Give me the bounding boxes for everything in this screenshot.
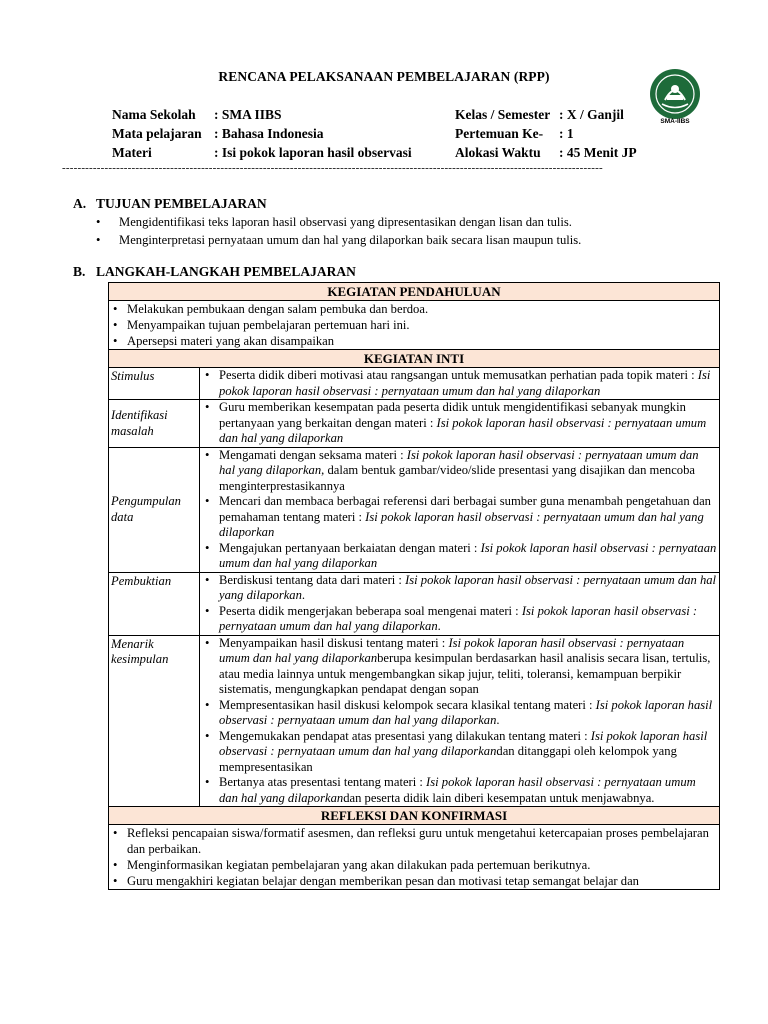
list-item: • Refleksi pencapaian siswa/formatif asesmen, dan refleksi guru untuk mengetahui ketercapaian proses pembelajaran dan perbaikan. (109, 825, 717, 857)
list-item: • Guru mengakhiri kegiatan belajar dengan memberikan pesan dan motivasi tetap semangat belajar dan (109, 873, 717, 889)
table-row: • Peserta didik diberi motivasi atau rangsangan untuk memusatkan perhatian pada topik materi : Isi pokok laporan hasil observasi : pernyataan umum dan hal yang dilaporkan (200, 368, 717, 399)
table-row: • Peserta didik mengerjakan beberapa soal mengenai materi : Isi pokok laporan hasil observasi : pernyataan umum dan hal yang dilaporkan. (200, 604, 717, 635)
info-row-class: Kelas / Semester : X / Ganjil (455, 107, 624, 122)
phase-identifikasi: Identifikasi masalah (109, 400, 200, 448)
pendahuluan-cell (109, 301, 720, 350)
phase-pembuktian: Pembuktian (109, 572, 200, 635)
list-item: • Menginterpretasi pernyataan umum dan hal yang dilaporkan baik secara lisan maupun tulis. (96, 231, 716, 249)
table-row: • Mencari dan membaca berbagai referensi dari berbagai sumber guna menambah pengetahuan dan pemahaman tentang materi : Isi pokok laporan hasil observasi : pernyataan umum dan hal yang dilaporkan (200, 494, 717, 541)
list-item: • Menyampaikan tujuan pembelajaran pertemuan hari ini. (109, 317, 717, 333)
list-item: • Melakukan pembukaan dengan salam pembuka dan berdoa. (109, 301, 717, 317)
table-row: • Guru memberikan kesempatan pada peserta didik untuk mengidentifikasi sebanyak mungkin pertanyaan yang berkaitan dengan materi : Isi pokok laporan hasil observasi : pernyataan umum dan hal yang dilaporkan (200, 400, 717, 447)
table-row: • Mempresentasikan hasil diskusi kelompok secara klasikal tentang materi : Isi pokok laporan hasil observasi : pernyataan umum dan hal yang dilaporkan. (200, 698, 717, 729)
dashed-separator: -------------------------------------------------------------------------------------------------------------------------------------------- (62, 162, 603, 174)
info-row-time: Alokasi Waktu : 45 Menit JP (455, 145, 637, 160)
document-title: RENCANA PELAKSANAAN PEMBELAJARAN (RPP) (218, 69, 550, 84)
info-row-material: Materi : Isi pokok laporan hasil observasi (112, 145, 412, 160)
info-right (455, 105, 637, 162)
list-item: • Menginformasikan kegiatan pembelajaran yang akan dilakukan pada pertemuan berikutnya. (109, 857, 717, 873)
table-row: • Berdiskusi tentang data dari materi : Isi pokok laporan hasil observasi : pernyataan umum dan hal yang dilaporkan. (200, 573, 717, 604)
refleksi-cell (109, 825, 720, 890)
heading-refleksi: REFLEKSI DAN KONFIRMASI (109, 807, 720, 825)
learning-goals-list (96, 213, 716, 249)
heading-inti: KEGIATAN INTI (109, 350, 720, 368)
learning-steps-table (108, 282, 720, 890)
logo-caption: SMA-IIBS (660, 118, 690, 125)
info-row-school: Nama Sekolah : SMA IIBS (112, 107, 282, 122)
table-row: • Mengajukan pertanyaan berkaiatan dengan materi : Isi pokok laporan hasil observasi : pernyataan umum dan hal yang dilaporkan (200, 541, 717, 572)
phase-menarik-kesimpulan: Menarik kesimpulan (109, 635, 200, 807)
list-item: • Apersepsi materi yang akan disampaikan (109, 333, 717, 349)
phase-stimulus: Stimulus (109, 368, 200, 400)
table-row: • Mengamati dengan seksama materi : Isi pokok laporan hasil observasi : pernyataan umum dan hal yang dilaporkan, dalam bentuk gambar/video/slide presentasi yang disajikan dan mencoba menginterprestasikannya (200, 448, 717, 495)
list-item: • Mengidentifikasi teks laporan hasil observasi yang dipresentasikan dengan lisan dan tulis. (96, 213, 716, 231)
table-row: • Mengemukakan pendapat atas presentasi yang dilakukan tentang materi : Isi pokok laporan hasil observasi : pernyataan umum dan hal yang dilaporkandan ditanggapi oleh kelompok yang mempresentasikan (200, 729, 717, 776)
document-page: RENCANA PELAKSANAAN PEMBELAJARAN (RPP) SMA-IIBS Nama Sekolah : SMA IIBS Mata pelajaran : Bahasa Indonesia Materi : Isi pokok laporan hasil observasi Kelas / Semester : X / Ganjil Pertemuan Ke- : 1 Alokasi Waktu : 45 Menit JP -------------------------------------------------------------------------------------------------------------------------------------------- A. TUJUAN PEMBELAJARAN • Mengidentifikasi teks laporan hasil observasi yang dipresentasikan dengan lisan dan tulis. • Menginterpretasi pernyataan umum dan hal yang dilaporkan baik secara lisan maupun tulis. B. LANGKAH-LANGKAH PEMBELAJARAN KEGIATAN PENDAHULUAN • Melakukan pembukaan dengan salam pembuka dan berdoa. • Menyampaikan tujuan pembelajaran pertemuan hari ini. • Apersepsi materi yang akan disampaikan KEGIATAN INTI Stimulus • Peserta didik diberi motivasi atau rangsangan untuk memusatkan perhatian pada topik materi : Isi pokok laporan hasil observasi : pernyataan umum dan hal yang dilaporkan Identifikasi masalah • Guru memberikan kesempatan pada peserta didik untuk mengidentifikasi sebanyak mungkin pertanyaan yang berkaitan dengan materi : Isi pokok laporan hasil observasi : pernyataan umum dan hal yang dilaporkan Pengumpulan data • Mengamati dengan seksama materi : Isi pokok laporan hasil observasi : pernyataan umum dan hal yang dilaporkan, dalam bentuk gambar/video/slide presentasi yang disajikan dan mencoba menginterprestasikannya • Mencari dan membaca berbagai referensi dari berbagai sumber guna menambah pengetahuan dan pemahaman tentang materi : Isi pokok laporan hasil observasi : pernyataan umum dan hal yang dilaporkan • Mengajukan pertanyaan berkaiatan dengan materi : Isi pokok laporan hasil observasi : pernyataan umum dan hal yang dilaporkan Pembuktian • Berdiskusi tentang data dari materi : Isi pokok laporan hasil observasi : pernyataan umum dan hal yang dilaporkan. • Peserta didik mengerjakan beberapa soal mengenai materi : Isi pokok laporan hasil observasi : pernyataan umum dan hal yang dilaporkan. Menarik kesimpulan • Menyampaikan hasil diskusi tentang materi : Isi pokok laporan hasil observasi : pernyataan umum dan hal yang dilaporkanberupa kesimpulan berdasarkan hasil analisis secara lisan, tertulis, atau media lainnya untuk mengembangkan sikap jujur, teliti, toleransi, kemampuan berpikir sistematis, mengungkapkan pendapat dengan sopan • Mempresentasikan hasil diskusi kelompok secara klasikal tentang materi : Isi pokok laporan hasil observasi : pernyataan umum dan hal yang dilaporkan. • Mengemukakan pendapat atas presentasi yang dilakukan tentang materi : Isi pokok laporan hasil observasi : pernyataan umum dan hal yang dilaporkandan ditanggapi oleh kelompok yang mempresentasikan • Bertanya atas presentasi tentang materi : Isi pokok laporan hasil observasi : pernyataan umum dan hal yang dilaporkandan peserta didik lain diberi kesempatan untuk menjawabnya. REFLEKSI DAN KONFIRMASI • Refleksi pencapaian siswa/formatif asesmen, dan refleksi guru untuk mengetahui ketercapaian proses pembelajaran dan perbaikan. • Menginformasikan kegiatan pembelajaran yang akan dilakukan pada pertemuan berikutnya. • Guru mengakhiri kegiatan belajar dengan memberikan pesan dan motivasi tetap semangat belajar dan (0, 0, 768, 1024)
table-row: • Menyampaikan hasil diskusi tentang materi : Isi pokok laporan hasil observasi : pernyataan umum dan hal yang dilaporkanberupa kesimpulan berdasarkan hasil analisis secara lisan, tertulis, atau media lainnya untuk mengembangkan sikap jujur, teliti, toleransi, kemampuan berpikir sistematis, mengungkapkan pendapat dengan sopan (200, 636, 717, 698)
info-row-meeting: Pertemuan Ke- : 1 (455, 126, 574, 141)
info-row-subject: Mata pelajaran : Bahasa Indonesia (112, 126, 324, 141)
phase-pengumpulan: Pengumpulan data (109, 447, 200, 572)
table-row: • Bertanya atas presentasi tentang materi : Isi pokok laporan hasil observasi : pernyataan umum dan hal yang dilaporkandan peserta didik lain diberi kesempatan untuk menjawabnya. (200, 775, 717, 806)
heading-pendahuluan: KEGIATAN PENDAHULUAN (109, 283, 720, 301)
info-left (112, 105, 412, 162)
